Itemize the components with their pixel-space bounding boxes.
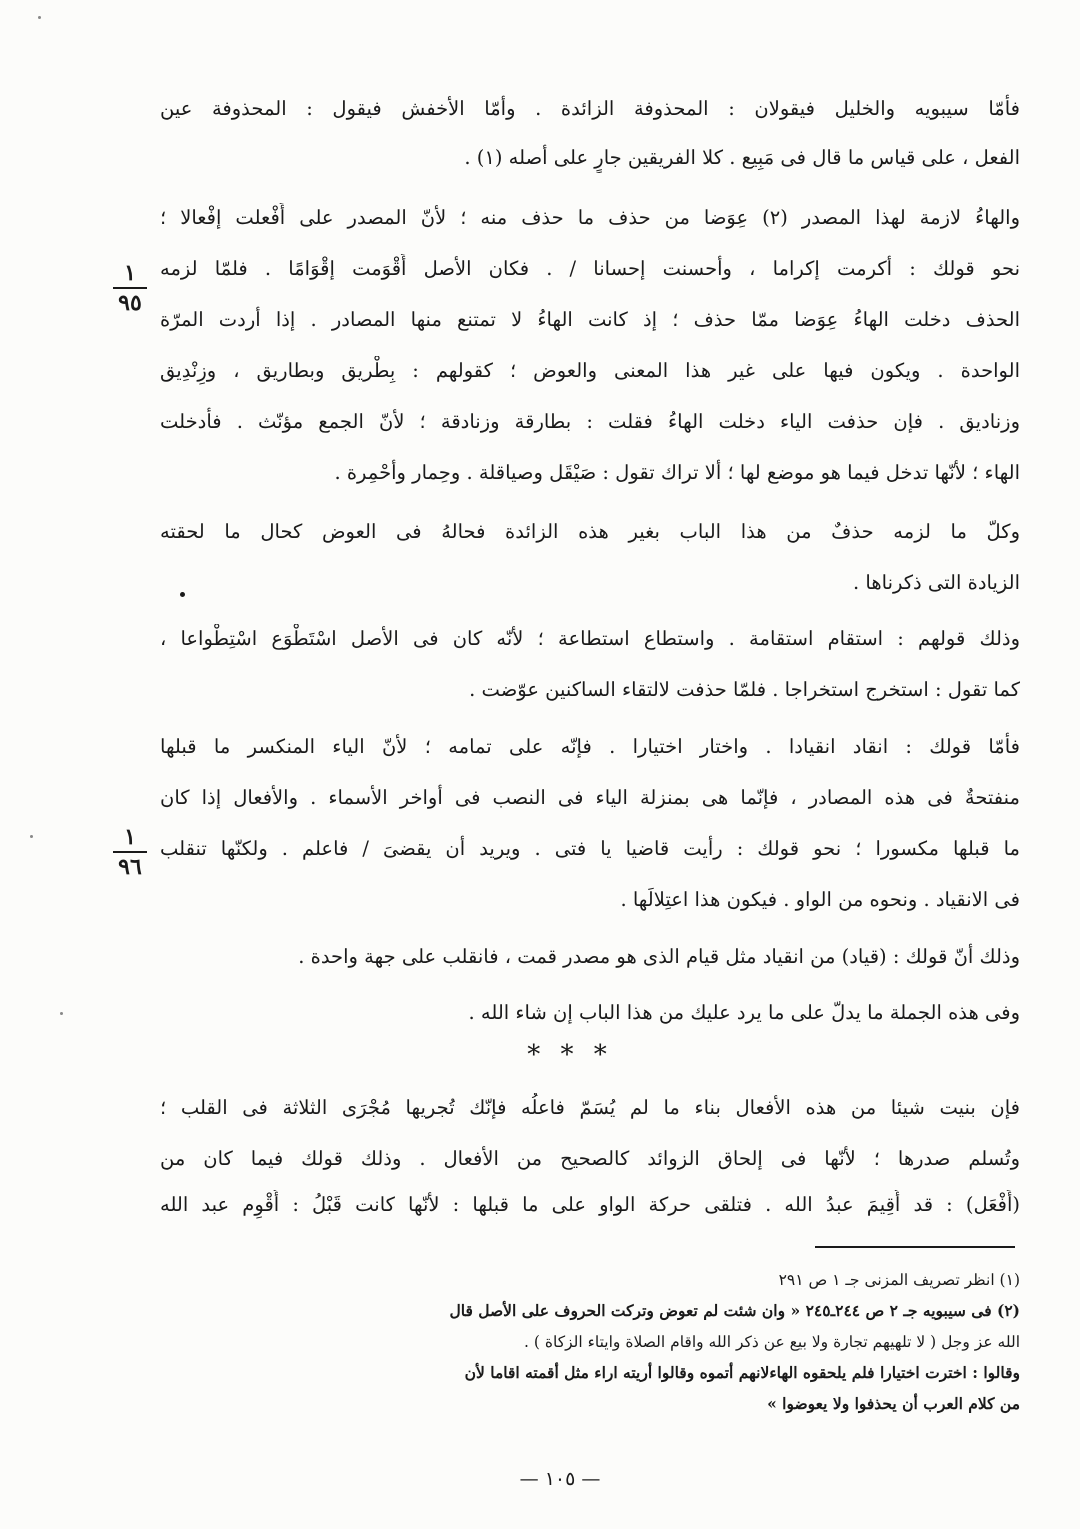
margin-ref-bar — [113, 287, 147, 289]
text-line: نحو قولك : أكرمت إكراما ، وأحسنت إحسانا / . فكان الأصل أَقْوَمت إقْوَامًا . فلمّا لزمه — [160, 257, 1020, 280]
text-line: وتُسلم صدرها ؛ لأنّها فى إلحاق الزوائد كالصحيح من الأفعال . وذلك قولك فيما كان من — [160, 1147, 1020, 1170]
footnote-rule — [815, 1246, 1015, 1248]
margin-page-ref — [100, 826, 160, 878]
footnote-line: من كلام العرب أن يحذفوا ولا يعوضوا » — [767, 1394, 1020, 1413]
text-line: فإن بنيت شيئا من هذه الأفعال بناء ما لم يُسَمّ فاعلُه فإنّك تُجريها مُجْرَى الثلاثة فى القلب ؛ — [160, 1096, 1020, 1119]
text-line: الواحدة . ويكون فيها على غير هذا المعنى والعوض ؛ كقولهم : بِطْريق وبطاريق ، وزِنْدِيق — [160, 359, 1020, 382]
margin-ref-top: ١ — [124, 824, 136, 850]
text-line: ما قبلها مكسورا ؛ نحو قولك : رأيت قاضيا يا فتى . ويريد أن يقضىَ / فاعلم . ولكنّها تنقلب — [160, 837, 1020, 860]
ink-dot — [180, 592, 185, 597]
scan-speck — [30, 835, 33, 838]
text-line: وذلك قولهم : استقام استقامة . واستطاع استطاعة ؛ لأنّه كان فى الأصل اسْتَطْوَع اسْتِطْواعا ، — [160, 627, 1020, 650]
page-number: — ١٠٥ — — [519, 1468, 601, 1490]
section-separator: * * * — [527, 1040, 613, 1070]
text-line: منفتحةٌ فى هذه المصادر ، فإنّما هى بمنزلة الياء فى النصب فى أواخر الأسماء . والأفعال إذا كان — [160, 786, 1020, 809]
text-line: الهاء ؛ لأنّها تدخل فيما هو موضع لها ؛ ألا تراك تقول : صَيْقَل وصياقلة . وحِمار وأحْمِرة . — [334, 461, 1020, 484]
margin-ref-bar — [113, 851, 147, 853]
text-line: وكلّ ما لزمه حذفٌ من هذا الباب بغير هذه الزائدة فحالهُ فى العوض كحال ما لحقته — [160, 520, 1020, 543]
text-line: كما تقول : استخرج استخراجا . فلمّا حذفت لالتقاء الساكنين عوّضت . — [469, 678, 1020, 701]
text-line: فأمّا سيبويه والخليل فيقولان : المحذوفة الزائدة . وأمّا الأخفش فيقول : المحذوفة عين — [160, 97, 1020, 120]
text-line: (أَفْعَل) : قد أُقِيمَ عبدُ الله . فتلقى حركة الواو على ما قبلها : لأنّها كانت قَبْلُ : أُقْوِم عبد الله — [160, 1193, 1020, 1216]
text-line: فى الانقياد . ونحوه من الواو . فيكون هذا اعتِلالَها . — [620, 888, 1020, 911]
text-line: الزيادة التى ذكرناها . — [853, 571, 1020, 594]
text-line: وزناديق . فإن حذفت الياء دخلت الهاءُ فقلت : بطارقة وزنادقة ؛ لأنّ الجمع مؤنّث . فأَدخلت — [160, 410, 1020, 433]
footnote-line: وقالوا : اخترت اختيارا فلم يلحقوه الهاءلانهم أتموه وقالوا أريته اراء مثل أقمته اقاما لأن — [464, 1363, 1020, 1382]
footnote-line: (٢) فى سيبويه جـ ٢ ص ٢٤٤ـ٢٤٥ « وان شئت لم تعوض وتركت الحروف على الأصل قال — [449, 1301, 1020, 1320]
text-line: الحذف دخلت الهاءُ عِوَضا ممّا حذف ؛ إذ كانت الهاءُ لا تمتنع منها المصادر . إذا أردت المرّة — [160, 308, 1020, 331]
scan-speck — [60, 1012, 63, 1015]
text-line: وذلك أنّ قولك : (قياد) من انقياد مثل قيام الذى هو مصدر قمت ، فانقلب على جهة واحدة . — [298, 945, 1020, 968]
margin-page-ref — [100, 262, 160, 314]
margin-ref-bottom: ٩٥ — [118, 290, 142, 316]
text-line: فأمّا قولك : انقاد انقيادا . واختار اختيارا . فإنّه على تمامه ؛ لأنّ الياء المنكسر ما قبلها — [160, 735, 1020, 758]
text-line: وفى هذه الجملة ما يدلّ على ما يرد عليك من هذا الباب إن شاء الله . — [468, 1001, 1020, 1024]
margin-ref-top: ١ — [124, 260, 136, 286]
text-line: والهاءُ لازمة لهذا المصدر (٢) عِوَضا من حذف ما حذف منه ؛ لأنّ المصدر على أَفْعلت إفْعالا ؛ — [160, 206, 1020, 229]
scan-speck — [38, 16, 41, 19]
margin-ref-bottom: ٩٦ — [118, 854, 142, 880]
footnote-line: (١) انظر تصريف المزنى جـ ١ ص ٢٩١ — [778, 1271, 1020, 1289]
text-line: الفعل ، على قياس ما قال فى مَبِيع . كلا الفريقين جارٍ على أصله (١) . — [464, 146, 1020, 169]
footnote-line: الله عز وجل ( لا تلهيهم تجارة ولا بيع عن ذكر الله واقام الصلاة وايتاء الزكاة ) . — [524, 1333, 1020, 1351]
